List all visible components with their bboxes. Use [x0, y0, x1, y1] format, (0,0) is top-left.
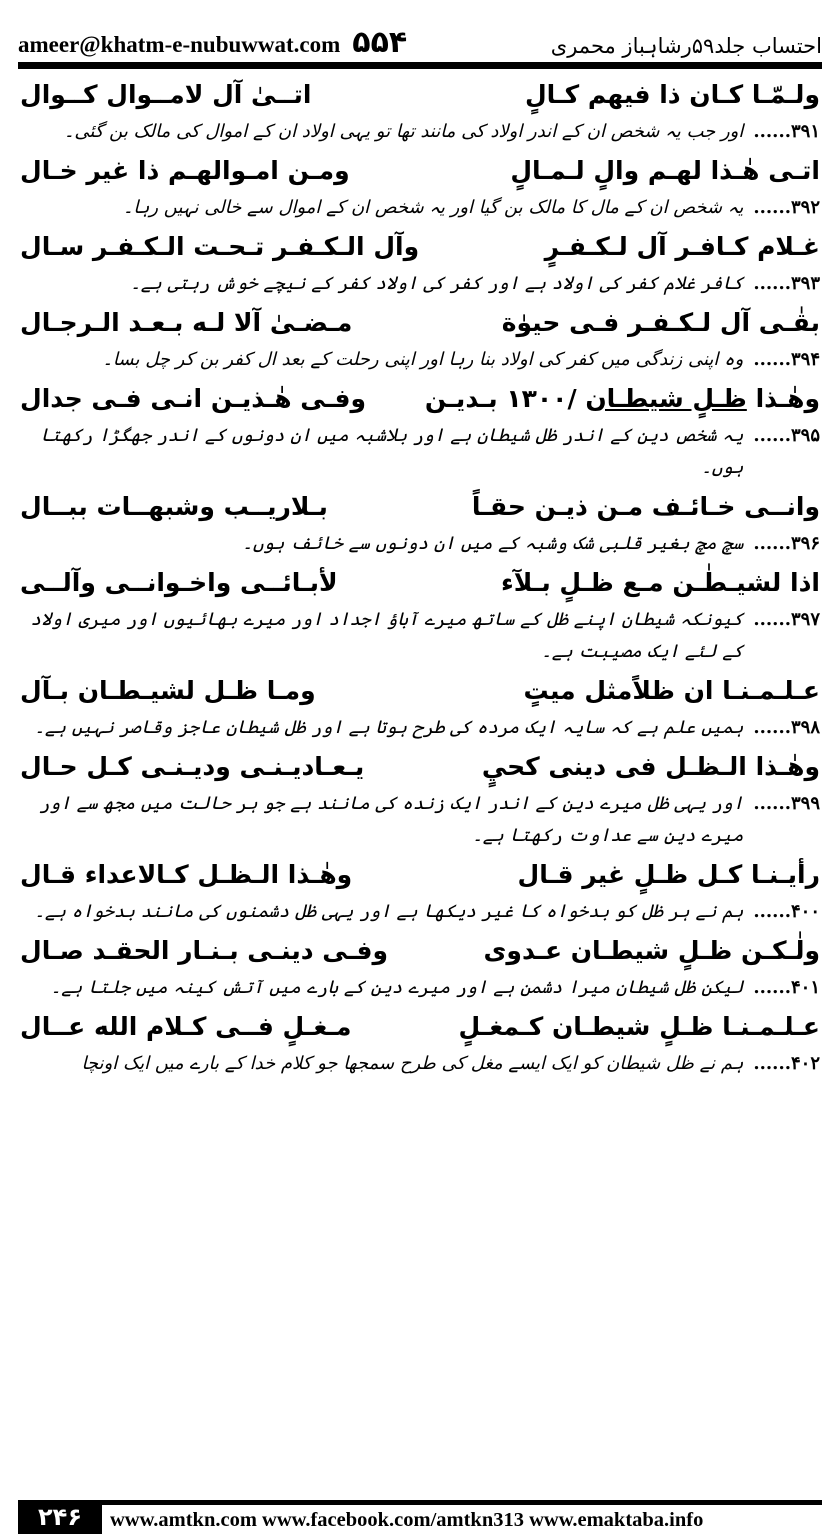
verse-hemistich-1: غـلام كـافـر آل لـكـفـرٍ	[544, 231, 820, 261]
verse-number: ۴۰۲......	[753, 1053, 820, 1074]
verse-hemistich-2: مـغـلٍ فــى كـلام الله عــال	[20, 1011, 352, 1041]
translation-395	[20, 420, 820, 484]
translation-text: اور جب یہ شخص ان کے اندر اولاد کی مانند تھا تو یہی اولاد ان کے اموال کی مالک بن گئی۔	[63, 121, 744, 142]
verse-398	[20, 668, 820, 712]
verse-number: ۳۹۷......	[753, 609, 820, 630]
verse-hemistich-1: ولٰـكـن ظـلٍ شيطـان عـدوى	[483, 935, 820, 965]
verse-396	[20, 484, 820, 528]
verse-397	[20, 560, 820, 604]
verse-hemistich-1: وانــى خـائـف مـن ذيـن حقـاً	[471, 491, 820, 521]
header-email[interactable]: ameer@khatm-e-nubuwwat.com	[18, 32, 341, 57]
translation-text: ہم نے ظل شیطان کو ایک ایسے مغل کی طرح سمجھا جو کلام خدا کے بارے میں ایک اونچا	[81, 1053, 744, 1074]
translation-text: وہ اپنی زندگی میں کفر کی اولاد بنا رہا اور اپنی رحلت کے بعد ال کفر بن کر چل بسا۔	[102, 349, 744, 370]
verse-hemistich-1: وهٰـذا الـظـل فى دينى كحيٍ	[481, 751, 820, 781]
verse-number: ۳۹۹......	[753, 793, 820, 814]
underlined-phrase: ظـلٍ شيطـان	[585, 383, 747, 413]
page-header	[18, 8, 822, 58]
translation-text: اور یہی ظل میرے دین کے اندر ایک زندہ کی مانند ہے جو ہر حالت میں مجھ سے اور میرے دین سے عداوت رکھتا ہے۔	[39, 793, 744, 846]
translation-text: سچ مچ بغیر قلبی شک وشبہ کے میں ان دونوں سے خائف ہوں۔	[242, 533, 744, 554]
translation-393	[20, 268, 820, 300]
verse-hemistich-2: يـعـاديـنـى وديـنـى كـل حـال	[20, 751, 365, 781]
verse-399	[20, 744, 820, 788]
verse-hemistich-2: لأبـائــى واخـوانــى وآلــى	[20, 567, 338, 597]
footer-links-area	[102, 1500, 822, 1534]
verse-395	[20, 376, 820, 420]
verse-hemistich-2: ومـا ظـل لشيـطـان بـآل	[20, 675, 316, 705]
translation-394	[20, 344, 820, 376]
verse-hemistich-1: اذا لشيـطٰـن مـع ظـلٍ بـلآء	[501, 567, 820, 597]
verse-hemistich-1: بقٰـى آل لـكـفـر فـى حيوٰة	[501, 307, 820, 337]
verse-401	[20, 928, 820, 972]
translation-392	[20, 192, 820, 224]
translation-400	[20, 896, 820, 928]
verse-number: ۳۹۲......	[753, 197, 820, 218]
translation-391	[20, 116, 820, 148]
verse-number: ۳۹۴......	[753, 349, 820, 370]
translation-text: یہ شخص ان کے مال کا مالک بن گیا اور یہ شخص ان کے اموال سے خالی نہیں رہا۔	[122, 197, 744, 218]
translation-401	[20, 972, 820, 1004]
verse-number: ۴۰۰......	[753, 901, 820, 922]
hemistich-part: /۱۳۰۰ بـديـن	[424, 383, 577, 413]
verse-400	[20, 852, 820, 896]
footer-page-number: ۲۴۶	[18, 1500, 102, 1534]
verse-number: ۳۹۳......	[753, 273, 820, 294]
verse-hemistich-2: وهٰـذا الـظـل كـالاعداء قـال	[20, 859, 353, 889]
verse-number: ۳۹۱......	[753, 121, 820, 142]
verse-392	[20, 148, 820, 192]
verse-number: ۴۰۱......	[753, 977, 820, 998]
verse-hemistich-2: وفـى هٰـذيـن انـى فـى جدال	[20, 383, 367, 413]
translation-text: یہ شخص دین کے اندر ظل شیطان ہے اور بلاشبہ میں ان دونوں کے اندر جھگڑا رکھتا ہوں۔	[40, 425, 744, 478]
verse-hemistich-1: عـلـمـنـا ان ظلاًمثل ميتٍ	[523, 675, 820, 705]
verse-hemistich-1: اتـى هٰـذا لهـم والٍ لـمـالٍ	[510, 155, 820, 185]
translation-402	[20, 1048, 820, 1080]
verse-hemistich-2: بـلاريــب وشبهــات ببــال	[20, 491, 328, 521]
translation-text: کافر غلام کفر کی اولاد ہے اور کفر کی اولاد کفر کے نیچے خوش رہتی ہے۔	[130, 273, 744, 294]
page-footer	[18, 1500, 822, 1534]
header-rule	[18, 62, 822, 69]
translation-398	[20, 712, 820, 744]
translation-text: ہم نے ہر ظل کو بدخواہ کا غیر دیکھا ہے اور یہی ظل دشمنوں کی مانند بدخواہ ہے۔	[34, 901, 744, 922]
header-page-number: ۵۵۴	[352, 25, 408, 60]
verse-hemistich-2: مـضـىٰ آلا لـه بـعـد الـرجـال	[20, 307, 353, 337]
verse-hemistich-2: ومـن امـوالهـم ذا غير خـال	[20, 155, 350, 185]
verse-hemistich-1: عـلـمـنـا ظـلٍ شيطـان كـمغـلٍ	[458, 1011, 820, 1041]
translation-399	[20, 788, 820, 852]
verse-hemistich-1: ولـمّـا كـان ذا فيهم كـالٍ	[524, 79, 820, 109]
hemistich-part: وهٰـذا	[755, 383, 820, 413]
translation-396	[20, 528, 820, 560]
translation-397	[20, 604, 820, 668]
translation-text: ہمیں علم ہے کہ سایہ ایک مردہ کی طرح ہوتا ہے اور ظل شیطان عاجز وقاصر نہیں ہے۔	[34, 717, 744, 738]
verse-391	[20, 72, 820, 116]
verse-hemistich-2: وفـى دينـى بـنـار الحقـد صـال	[20, 935, 389, 965]
footer-rule	[102, 1500, 822, 1505]
translation-text: کیونکہ شیطان اپنے ظل کے ساتھ میرے آباؤ اجداد اور میرے بھائیوں اور میری اولاد کے لئے ایک مصیبت ہے۔	[30, 609, 744, 662]
verse-hemistich-2: وآل الـكـفـر تـحـت الـكـفـر سـال	[20, 231, 420, 261]
translation-text: لیکن ظل شیطان میرا دشمن ہے اور میرے دین کے بارے میں آتش کینہ میں جلتا ہے۔	[50, 977, 744, 998]
verse-402	[20, 1004, 820, 1048]
verse-hemistich-1: رأيـنـا كـل ظـلٍ غير قـال	[517, 859, 820, 889]
verse-394	[20, 300, 820, 344]
verse-number: ۳۹۵......	[753, 425, 820, 446]
verse-number: ۳۹۶......	[753, 533, 820, 554]
header-title: احتساب جلد۵۹رشاہباز محمری	[550, 34, 822, 58]
footer-website-links[interactable]: www.amtkn.com www.facebook.com/amtkn313 www.emaktaba.info	[110, 1509, 704, 1531]
verse-393	[20, 224, 820, 268]
poem-content	[20, 72, 820, 1080]
header-left	[18, 25, 408, 60]
verse-hemistich-1	[425, 384, 820, 413]
verse-hemistich-2: اتــىٰ آل لامــوال كــوال	[20, 79, 312, 109]
verse-number: ۳۹۸......	[753, 717, 820, 738]
